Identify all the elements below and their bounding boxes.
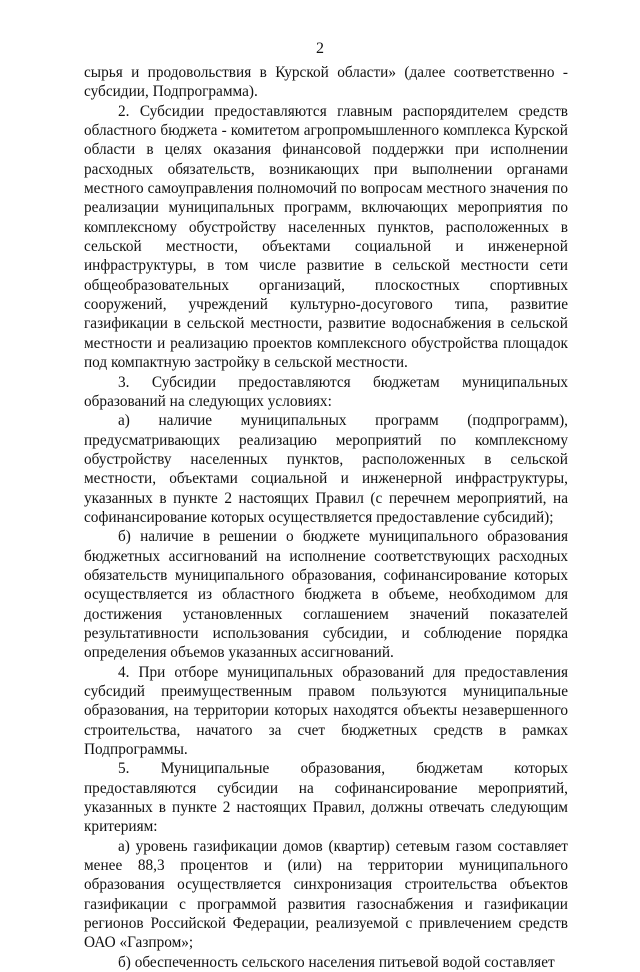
paragraph-5-criteria: 5. Муниципальные образования, бюджетам которых предоставляются субсидии на софинансирование мероприятий, указанных в пункте 2 настоящих Правил, должны отвечать следующим критериям: — [84, 760, 568, 836]
paragraph-3b-budget-allocations: б) наличие в решении о бюджете муниципального образования бюджетных ассигнований на исполнение соответствующих расходных обязательств муниципального образования, софинансирование которых осуществляется из областного бюджета в объеме, необходимом для достижения установленных соглашением значений показателей результативности использования субсидии, и соблюдение порядка определения объемов указанных ассигнований. — [84, 528, 568, 662]
paragraph-5b-water-supply: б) обеспеченность сельского населения питьевой водой составляет — [118, 953, 555, 971]
page-number: 2 — [316, 40, 324, 57]
paragraph-2-subsidy-distributor: 2. Субсидии предоставляются главным распорядителем средств областного бюджета - комитетом агропромышленного комплекса Курской области в целях оказания финансовой поддержки при исполнении расходных обязательств, возникающих при выполнении органами местного самоуправления полномочий по вопросам местного значения по реализации муниципальных программ, включающих мероприятия по комплексному обустройству населенных пунктов, расположенных в сельской местности, объектами социальной и инженерной инфраструктуры, в том числе развитие в сельской местности сети общеобразовательных организаций, плоскостных спортивных сооружений, учреждений культурно-досугового типа, развитие газификации в сельской местности, развитие водоснабжения в сельской местности и реализацию проектов комплексного обустройства площадок под компактную застройку в сельской местности. — [84, 102, 568, 372]
paragraph-3a-programs: а) наличие муниципальных программ (подпрограмм), предусматривающих реализацию мероприятий по комплексному обустройству населенных пунктов, расположенных в сельской местности, объектами социальной и инженерной инфраструктуры, указанных в пункте 2 настоящих Правил (с перечнем мероприятий, на софинансирование которых осуществляется предоставление субсидий); — [84, 412, 568, 526]
paragraph-3-conditions: 3. Субсидии предоставляются бюджетам муниципальных образований на следующих условиях: — [84, 373, 568, 410]
paragraph-5a-gasification: а) уровень газификации домов (квартир) сетевым газом составляет менее 88,3 процентов и (или) на территории муниципального образования осуществляется синхронизация строительства объектов газификации с программой развития газоснабжения и газификации регионов Российской Федерации, реализуемой с привлечением средств ОАО «Газпром»; — [84, 837, 568, 952]
paragraph-intro-continuation: сырья и продовольствия в Курской области» (далее соответственно - субсидии, Подпрограмма). — [84, 64, 568, 101]
paragraph-4-selection-priority: 4. При отборе муниципальных образований для предоставления субсидий преимущественным правом пользуются муниципальные образования, на территории которых находятся объекты незавершенного строительства, начатого за счет бюджетных средств в рамках Подпрограммы. — [84, 663, 568, 759]
document-body — [84, 63, 568, 972]
